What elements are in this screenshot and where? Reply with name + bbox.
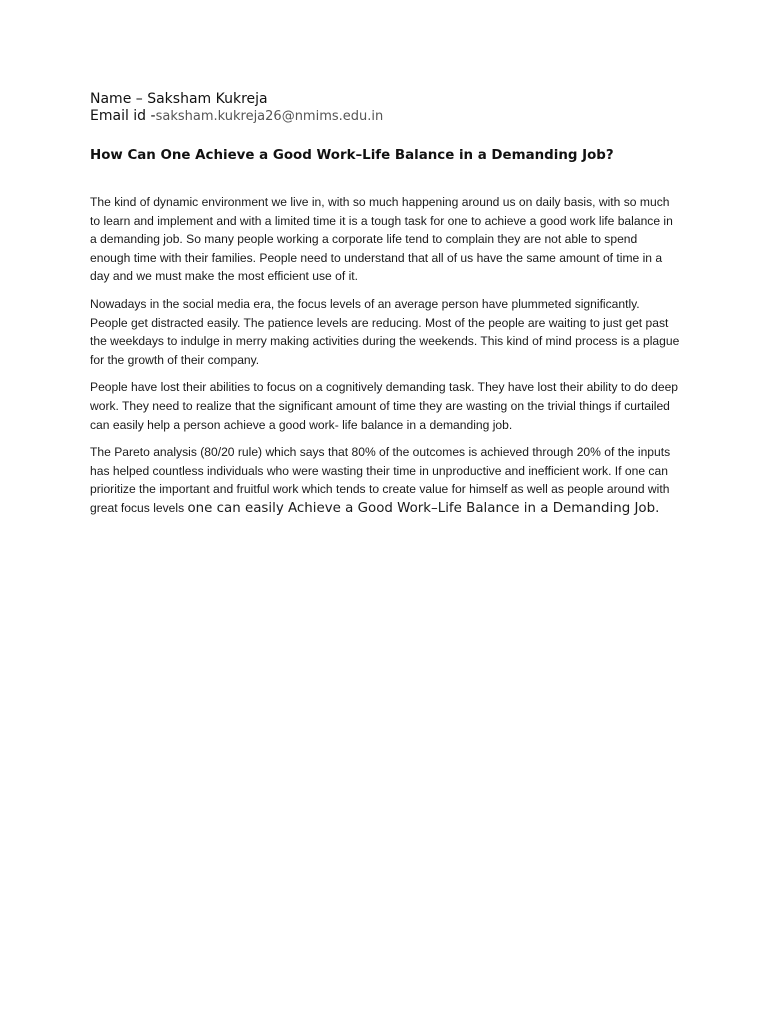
author-name-line: Name – Saksham Kukreja xyxy=(90,91,268,107)
paragraph-4 xyxy=(90,443,680,518)
paragraph-1: The kind of dynamic environment we live in, with so much happening around us on daily basis, with so much to learn and implement and with a limited time it is a tough task for one to achieve a good work life balance in a demanding job. So many people working a corporate life tend to complain they are not able to spend enough time with their families. People need to understand that all of us have the same amount of time in a day and we must make the most efficient use of it. xyxy=(90,195,673,284)
email-label: Email id - xyxy=(90,108,156,124)
paragraph-4-tail: one can easily Achieve a Good Work–Life Balance in a Demanding Job. xyxy=(187,500,660,516)
paragraph-4-text: The Pareto analysis (80/20 rule) which says that 80% of the outcomes is achieved through 20% of the inputs has helped countless individuals who were wasting their time in unproductive and inefficient work. If one can prioritize the important and fruitful work which tends to create value for himself as well as people around with great focus levels xyxy=(90,445,671,515)
paragraph-2: Nowadays in the social media era, the focus levels of an average person have plummeted significantly. People get distracted easily. The patience levels are reducing. Most of the people are waiting to just get past the weekdays to indulge in merry making activities during the weekends. This kind of mind process is a plague for the growth of their company. xyxy=(90,296,680,367)
essay-body xyxy=(90,193,690,519)
document-content xyxy=(90,91,690,528)
email-address: saksham.kukreja26@nmims.edu.in xyxy=(155,109,384,124)
paragraph-3: People have lost their abilities to focus on a cognitively demanding task. They have lost their ability to do deep work. They need to realize that the significant amount of time they are wasting on the trivial things if curtailed can easily help a person achieve a good work- life balance in a demanding job. xyxy=(90,380,679,432)
author-email-line xyxy=(90,108,690,125)
essay-title: How Can One Achieve a Good Work–Life Balance in a Demanding Job? xyxy=(90,148,614,163)
